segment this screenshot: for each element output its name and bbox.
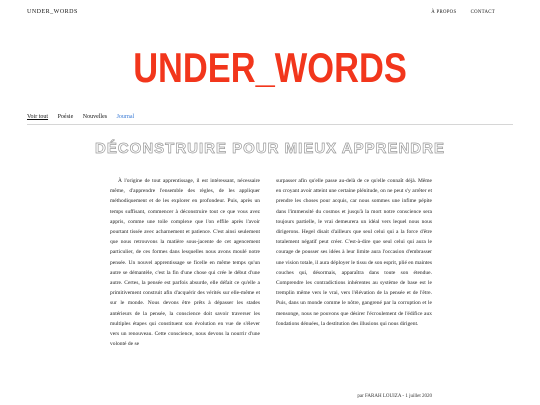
top-links: [418, 10, 495, 15]
article-byline: par FARAH LOUIZA - 1 juillet 2020: [357, 394, 432, 399]
masthead-title: UNDER_WORDS: [133, 44, 407, 91]
site-name[interactable]: UNDER_WORDS: [27, 9, 78, 15]
nav-item-all[interactable]: Voir tout: [27, 114, 49, 120]
nav-divider: [27, 124, 513, 125]
nav-item-journal[interactable]: Journal: [116, 114, 135, 120]
category-nav: [27, 114, 142, 120]
about-link[interactable]: À PROPOS: [431, 10, 457, 15]
top-bar: [0, 0, 540, 26]
contact-link[interactable]: CONTACT: [470, 10, 495, 15]
nav-item-stories[interactable]: Nouvelles: [82, 114, 108, 120]
nav-item-poetry[interactable]: Poésie: [57, 114, 74, 120]
article-column-left: À l'origine de tout apprentissage, il est intéressant, nécessaire même, d'apprendre l'ensemble des règles, de les appliquer méthodiquement et de les explorer en profondeur. Puis, après un temps suffisant, commencer à déconstruire tout ce que vous avez appris, comme une toile complexe que l'on effile après l'avoir pourtant tissée avec acharnement et patience. C'est ainsi seulement que nous retrouvons la matière sous-jacente de cet agencement particulier, de ces formes dans lesquelles nous avons moulé notre pensée. Un nouvel apprentissage se ficelle en même temps qu'un autre se démantèle, c'est la fin d'une chose qui crée le début d'une autre. Certes, la pensée est parfois absurde, elle défait ce qu'elle a primitivement construit afin d'acquérir des vérités sur elle-même et sur le monde. Nous devons être prêts à dépasser les stades antérieurs de la pensée, la conscience doit savoir traverser les multiples étapes qui constituent son évolution en vue de s'élever vers un renouveau. Cette conscience, nous devons la nourrir d'une volonté de se: [110, 178, 260, 348]
article-column-right: surpasser afin qu'elle passe au-delà de ce qu'elle connaît déjà. Même en croyant avoir atteint une certaine plénitude, on ne peut s'y arrêter et prendre les choses pour acquis, car nous sommes une infime pépite dans l'immensité du cosmos et jusqu'à la mort notre conscience sera toujours partielle, le vrai demeurera un idéal vers lequel nous nous dirigerons. Hegel disait d'ailleurs que seul celui qui a la force d'être totalement négatif peut créer. C'est-à-dire que seul celui qui aura le courage de pousser ses idées à leur limite aura l'occasion d'embrasser une vision totale, il aura déployer le tissu de son esprit, plié en maintes couches qui, désormais, apparaîtra dans toute son étendue. Comprendre les contradictions inhérentes au système de base est le tremplin même vers le vrai, vers l'élévation de la pensée et de l'être. Puis, dans un monde comme le nôtre, gangrené par la corruption et le mensonge, nous ne pouvons que désirer l'écroulement de l'édifice aux fondations dénuées, la destitution des illusions qui nous dirigent.: [276, 178, 432, 327]
article-title: DÉCONSTRUIRE POUR MIEUX APPRENDRE: [95, 140, 445, 157]
